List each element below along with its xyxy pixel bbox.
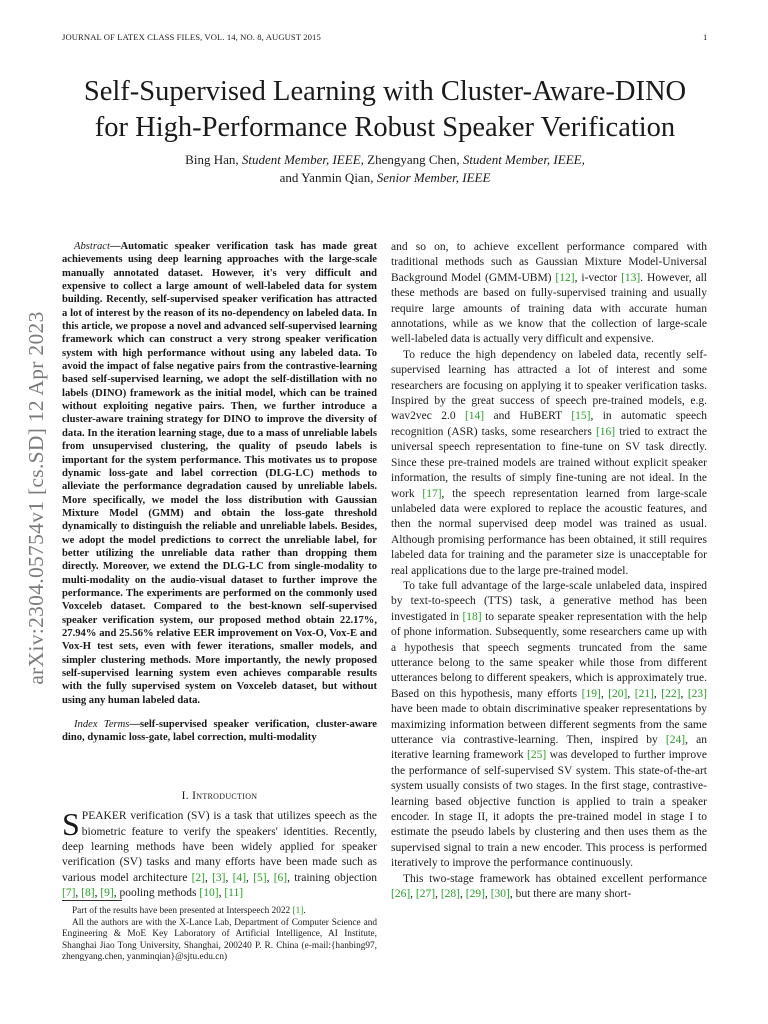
citation-link[interactable]: [26] (391, 888, 411, 901)
citation-link[interactable]: [6] (273, 871, 288, 884)
paper-title (40, 74, 730, 146)
author-affiliation: Student Member, IEEE, (462, 152, 585, 167)
citation-link[interactable]: [14] (464, 410, 485, 423)
citation-link[interactable]: [3] (212, 871, 226, 884)
citation-link[interactable]: [4] (232, 871, 247, 884)
citation-link[interactable]: [15] (571, 410, 591, 423)
drop-cap: S (62, 806, 80, 843)
citation-link[interactable]: [17] (422, 487, 442, 500)
intro-paragraph-2: To reduce the high dependency on labeled data, recently self-supervised learning has attracted a lot of interest and some researchers are focusing on applying it to speaker verification tasks. Inspired by the great success of speech pre-trained models, e.g. wav2vec 2.0 [14] and HuBERT [15], in automatic speech recognition (ASR) tasks, some researchers [16] tried to extract the universal speech representation to fine-tune on SV task directly. Since these pre-trained models are trained without explicit speaker information, the results of simply fine-tuning are not ideal. In the work [17], the speech representation learned from large-scale unlabeled data were explored to replace the acoustic features, and then the normal supervised deep model was trained as usual. Although promising performance has been obtained, it still requires labeled data for training and the parameter size is unacceptable for real applications due to the large pre-trained model. (391, 348, 707, 577)
citation-link[interactable]: [28] (440, 888, 461, 901)
citation-link[interactable]: [30] (490, 888, 510, 901)
section-heading: I. Introduction (181, 789, 258, 802)
citation-link[interactable]: [25] (527, 749, 547, 762)
index-terms-label: Index Terms (74, 719, 130, 731)
title-line-2: for High-Performance Robust Speaker Verification (94, 112, 676, 143)
author-list (40, 151, 730, 187)
citation-link[interactable]: [24] (665, 734, 686, 746)
citation-link[interactable]: [19] (581, 687, 601, 700)
citation-link[interactable]: [16] (595, 425, 616, 438)
author-name: Bing Han, (185, 152, 239, 167)
author-name: and Yanmin Qian, (279, 170, 374, 185)
citation-link[interactable]: [8] (81, 887, 95, 900)
footnote-line: Part of the results have been presented at Interspeech 2022 [1]. (72, 906, 306, 916)
index-terms-text: —self-supervised speaker verification, cluster-aware dino, dynamic loss-gate, label correction, multi-modality (62, 719, 377, 744)
intro-paragraph-1-cont: and so on, to achieve excellent performance compared with traditional methods such as Gaussian Mixture Model-Universal Background Model (GMM-UBM) [12], i-vector [13]. However, all these methods are based on fully-supervised training and usually require large amounts of training data with accurate human annotations, while as we know that the collection of large-scale well-labeled data is actually very difficult and expensive. (391, 241, 707, 346)
citation-link[interactable]: [27] (415, 888, 436, 901)
section-title: Introduction (192, 789, 258, 802)
author-name: Zhengyang Chen, (367, 152, 460, 167)
left-column (62, 240, 377, 902)
footnote-affiliation: All the authors are with the X-Lance Lab, Department of Computer Science and Engineering & MoE Key Laboratory of Artificial Intelligence, AI Institute, Shanghai Jiao Tong University, Shanghai, 200240 P. R. China (e-mail:{hanbing97, zhengyang.chen, yanminqian}@sjtu.edu.cn) (62, 917, 377, 963)
citation-link[interactable]: [2] (191, 871, 205, 884)
citation-link[interactable]: [21] (634, 687, 654, 700)
right-column (391, 240, 707, 902)
citation-link[interactable]: [12] (555, 271, 575, 284)
abstract-label: Abstract (74, 241, 110, 252)
intro-paragraph-1: SPEAKER verification (SV) is a task that utilizes speech as the biometric feature to verify the speakers' identities. Recently, deep learning methods have been widely applied for speaker verification (SV) tasks and many efforts have been made such as various model architecture [2], [3], [4], [5], [6], training objection [7], [8], [9], pooling methods [10], [11] (62, 806, 378, 900)
intro-paragraph-3: To take full advantage of the large-scale unlabeled data, inspired by text-to-speech (TTS) task, a generative method has been investigated in [18] to separate speaker representation with the help of phone information. Subsequently, some researchers came up with a hypothesis that speech segments truncated from the same utterance belong to the same speaker while those from different utterances belong to different speakers, which is approximately true. Based on this hypothesis, many efforts [19], [20], [21], [22], [23] have been made to obtain discriminative speaker representations by maximizing information between different segments from the same utterance via contrastive-learning. Then, inspired by [24], an iterative learning framework [25] was developed to further improve the performance of self-supervised SV system. This state-of-the-art system usually consists of two stages. In the first stage, contrastive-learning based objective function is applied to train a speaker encoder. In stage II, it adopts the pre-trained model in stage I to estimate the pseudo labels by clustering and then uses them as the supervised signal to train a new encoder. This process is performed iteratively to improve the performance continuously. (391, 579, 707, 870)
citation-link[interactable]: [1] (292, 906, 304, 916)
author-affiliation: Senior Member, IEEE (376, 170, 491, 185)
footnote-rule (62, 900, 122, 901)
citation-link[interactable]: [23] (687, 687, 707, 700)
abstract-text: —Automatic speaker verification task has made great achievements using deep learning approaches with the large-scale manually annotated dataset. However, it's very difficult and expensive to collect a large amount of well-labeled data for system building. Recently, self-supervised speaker verification has attracted a lot of interest by the reason of its no-dependency on labeled data. In this article, we propose a novel and advanced self-supervised learning framework which can construct a very strong speaker verification system with high performance without using any labeled data. To avoid the impact of false negative pairs from the contrastive-learning based self-supervised learning, we adopt the self-distillation with no labels (DINO) framework as the initial model, which can be trained without exploiting negative pairs. Then, we further introduce a cluster-aware training strategy for DINO to improve the diversity of data. In the iteration learning stage, due to a mass of unreliable labels from unsupervised clustering, the quality of pseudo labels is important for the system performance. This motivates us to propose dynamic loss-gate and label correction (DLG-LC) methods to alleviate the performance degradation caused by unreliable labels. More specifically, we model the loss distribution with Gaussian Mixture Model (GMM) and obtain the loss-gate threshold dynamically to distinguish the reliable and unreliable labels. Besides, we adopt the model predictions to correct the unreliable label, for better utilizing the unreliable data rather than dropping them directly. Moreover, we extend the DLG-LC from single-modality to multi-modality on the audio-visual dataset to further improve the performance. The experiments are performed on the commonly used Voxceleb dataset. Compared to the best-known self-supervised speaker verification system, our proposed method obtain 22.17%, 27.94% and 25.56% relative EER improvement on Vox-O, Vox-E and Vox-H test sets, even with fewer iterations, smaller models, and simpler clustering methods. More importantly, the newly proposed self-supervised learning system even achieves comparable results with the fully supervised system on Voxceleb dataset, but without using any human labeled data. (62, 241, 377, 706)
abstract (62, 240, 377, 707)
citation-link[interactable]: [9] (100, 887, 114, 900)
citation-link[interactable]: [18] (462, 610, 482, 623)
citation-link[interactable]: [11] (224, 887, 244, 900)
citation-link[interactable]: [29] (465, 888, 485, 901)
arxiv-stamp: arXiv:2304.05754v1 [cs.SD] 12 Apr 2023 (24, 311, 48, 685)
citation-link[interactable]: [7] (62, 887, 76, 900)
page-number: 1 (703, 32, 708, 42)
citation-link[interactable]: [22] (661, 687, 681, 700)
citation-link[interactable]: [5] (253, 871, 267, 884)
footnote (62, 906, 377, 964)
citation-link[interactable]: [10] (199, 887, 219, 900)
title-line-1: Self-Supervised Learning with Cluster-Aware-DINO (83, 76, 687, 107)
citation-link[interactable]: [13] (621, 271, 641, 284)
index-terms (62, 718, 377, 745)
running-header: JOURNAL OF LATEX CLASS FILES, VOL. 14, NO. 8, AUGUST 2015 (62, 32, 321, 42)
author-affiliation: Student Member, IEEE, (241, 152, 364, 167)
citation-link[interactable]: [20] (608, 687, 628, 700)
intro-paragraph-4: This two-stage framework has obtained excellent performance [26], [27], [28], [29], [30], but there are many short- (391, 872, 707, 901)
